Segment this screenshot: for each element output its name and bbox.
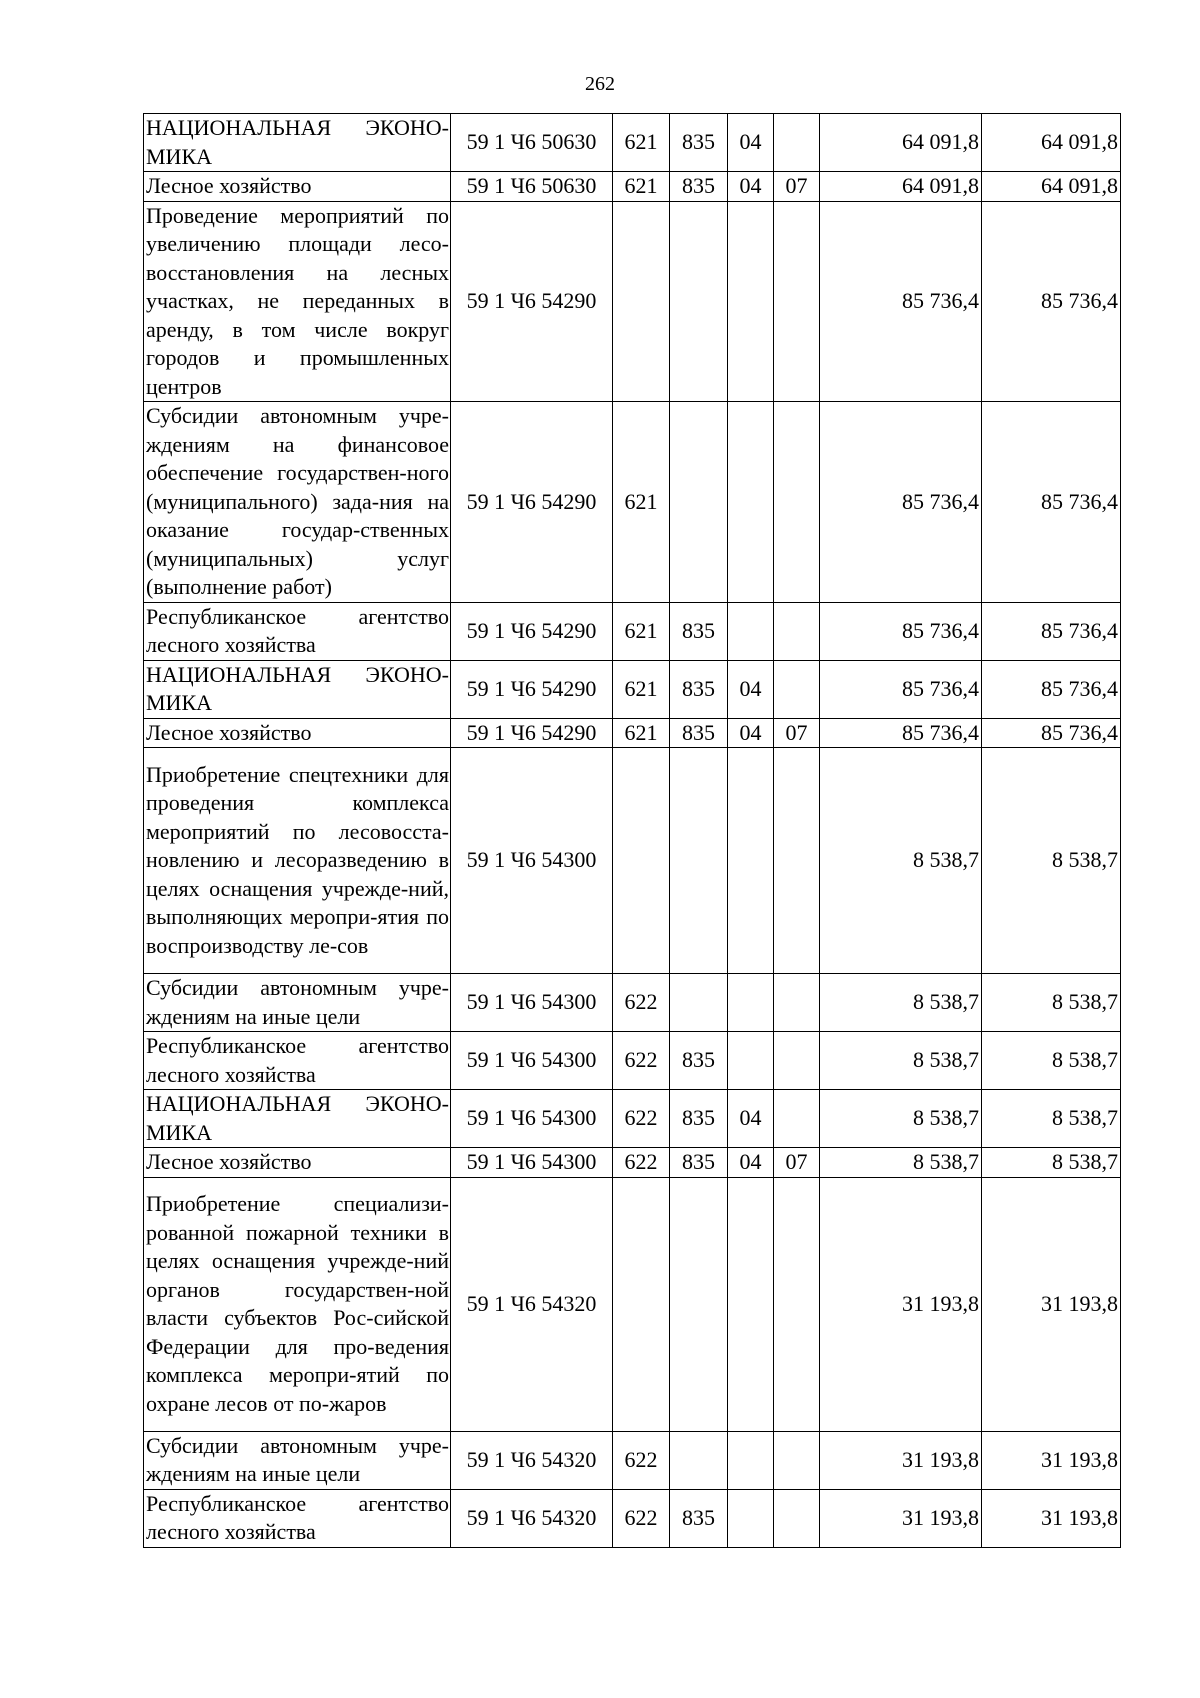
expense-type: 621 bbox=[613, 172, 670, 202]
expense-type: 622 bbox=[613, 1032, 670, 1090]
section-code: 04 bbox=[728, 718, 774, 748]
subsection-code bbox=[774, 1032, 820, 1090]
section-code bbox=[728, 974, 774, 1032]
subsection-code bbox=[774, 114, 820, 172]
expense-type bbox=[613, 201, 670, 402]
page-number: 262 bbox=[585, 73, 615, 95]
amount-year-2: 31 193,8 bbox=[982, 1177, 1121, 1431]
target-article-code: 59 1 Ч6 54300 bbox=[451, 974, 613, 1032]
ministry-code bbox=[670, 974, 728, 1032]
ministry-code: 835 bbox=[670, 1032, 728, 1090]
amount-year-2: 8 538,7 bbox=[982, 1032, 1121, 1090]
row-description: Субсидии автономным учре-ждениям на иные цели bbox=[144, 974, 451, 1032]
ministry-code: 835 bbox=[670, 718, 728, 748]
ministry-code: 835 bbox=[670, 114, 728, 172]
row-description: Республиканское агентство лесного хозяйства bbox=[144, 602, 451, 660]
amount-year-1: 8 538,7 bbox=[820, 1090, 982, 1148]
amount-year-1: 8 538,7 bbox=[820, 1032, 982, 1090]
amount-year-2: 8 538,7 bbox=[982, 748, 1121, 974]
row-description: Лесное хозяйство bbox=[144, 1148, 451, 1178]
table-row bbox=[144, 1032, 1121, 1090]
amount-year-1: 64 091,8 bbox=[820, 172, 982, 202]
table-row bbox=[144, 974, 1121, 1032]
table-row bbox=[144, 201, 1121, 402]
target-article-code: 59 1 Ч6 54320 bbox=[451, 1431, 613, 1489]
table-row bbox=[144, 748, 1121, 974]
target-article-code: 59 1 Ч6 54300 bbox=[451, 1090, 613, 1148]
table-row bbox=[144, 1489, 1121, 1547]
section-code bbox=[728, 1177, 774, 1431]
amount-year-2: 85 736,4 bbox=[982, 602, 1121, 660]
expense-type: 622 bbox=[613, 974, 670, 1032]
subsection-code bbox=[774, 602, 820, 660]
target-article-code: 59 1 Ч6 54290 bbox=[451, 402, 613, 603]
amount-year-1: 85 736,4 bbox=[820, 718, 982, 748]
subsection-code: 07 bbox=[774, 1148, 820, 1178]
subsection-code: 07 bbox=[774, 718, 820, 748]
amount-year-1: 31 193,8 bbox=[820, 1177, 982, 1431]
expense-type: 622 bbox=[613, 1489, 670, 1547]
ministry-code: 835 bbox=[670, 602, 728, 660]
budget-table bbox=[143, 113, 1121, 1548]
target-article-code: 59 1 Ч6 54290 bbox=[451, 718, 613, 748]
amount-year-2: 8 538,7 bbox=[982, 1148, 1121, 1178]
amount-year-2: 8 538,7 bbox=[982, 1090, 1121, 1148]
section-code: 04 bbox=[728, 1090, 774, 1148]
table-row bbox=[144, 718, 1121, 748]
expense-type: 621 bbox=[613, 718, 670, 748]
row-description: Субсидии автономным учре-ждениям на финансовое обеспечение государствен-ного (муниципального) зада-ния на оказание государ-ственных (муниципальных) услуг (выполнение работ) bbox=[144, 402, 451, 603]
ministry-code: 835 bbox=[670, 1148, 728, 1178]
target-article-code: 59 1 Ч6 54300 bbox=[451, 1148, 613, 1178]
amount-year-2: 85 736,4 bbox=[982, 402, 1121, 603]
target-article-code: 59 1 Ч6 54290 bbox=[451, 201, 613, 402]
row-description: Приобретение спецтехники для проведения комплекса мероприятий по лесовосста-новлению и лесоразведению в целях оснащения учрежде-ний, выполняющих меропри-ятия по воспроизводству ле-сов bbox=[144, 748, 451, 974]
amount-year-1: 85 736,4 bbox=[820, 602, 982, 660]
target-article-code: 59 1 Ч6 54290 bbox=[451, 660, 613, 718]
row-description: Проведение мероприятий по увеличению площади лесо-восстановления на лесных участках, не переданных в аренду, в том числе вокруг городов и промышленных центров bbox=[144, 201, 451, 402]
target-article-code: 59 1 Ч6 54320 bbox=[451, 1489, 613, 1547]
section-code bbox=[728, 1032, 774, 1090]
subsection-code bbox=[774, 1177, 820, 1431]
subsection-code bbox=[774, 201, 820, 402]
ministry-code bbox=[670, 1431, 728, 1489]
ministry-code: 835 bbox=[670, 660, 728, 718]
subsection-code bbox=[774, 1489, 820, 1547]
amount-year-1: 8 538,7 bbox=[820, 748, 982, 974]
table-row bbox=[144, 660, 1121, 718]
subsection-code bbox=[774, 1090, 820, 1148]
amount-year-1: 85 736,4 bbox=[820, 660, 982, 718]
table-row bbox=[144, 402, 1121, 603]
subsection-code bbox=[774, 1431, 820, 1489]
amount-year-1: 64 091,8 bbox=[820, 114, 982, 172]
amount-year-1: 85 736,4 bbox=[820, 402, 982, 603]
expense-type: 621 bbox=[613, 660, 670, 718]
expense-type: 621 bbox=[613, 114, 670, 172]
ministry-code bbox=[670, 402, 728, 603]
section-code: 04 bbox=[728, 660, 774, 718]
subsection-code bbox=[774, 660, 820, 718]
expense-type: 622 bbox=[613, 1090, 670, 1148]
expense-type: 622 bbox=[613, 1148, 670, 1178]
row-description: Приобретение специализи-рованной пожарной техники в целях оснащения учрежде-ний органов государствен-ной власти субъектов Рос-сийской Федерации для про-ведения комплекса меропри-ятий по охране лесов от по-жаров bbox=[144, 1177, 451, 1431]
target-article-code: 59 1 Ч6 54290 bbox=[451, 602, 613, 660]
table-row bbox=[144, 114, 1121, 172]
amount-year-1: 85 736,4 bbox=[820, 201, 982, 402]
amount-year-2: 64 091,8 bbox=[982, 172, 1121, 202]
ministry-code: 835 bbox=[670, 1489, 728, 1547]
row-description: Лесное хозяйство bbox=[144, 172, 451, 202]
table-row bbox=[144, 1431, 1121, 1489]
table-row bbox=[144, 172, 1121, 202]
row-description: Субсидии автономным учре-ждениям на иные цели bbox=[144, 1431, 451, 1489]
amount-year-2: 31 193,8 bbox=[982, 1489, 1121, 1547]
expense-type: 622 bbox=[613, 1431, 670, 1489]
amount-year-2: 85 736,4 bbox=[982, 660, 1121, 718]
amount-year-1: 31 193,8 bbox=[820, 1431, 982, 1489]
section-code bbox=[728, 402, 774, 603]
subsection-code bbox=[774, 402, 820, 603]
amount-year-1: 8 538,7 bbox=[820, 974, 982, 1032]
section-code bbox=[728, 201, 774, 402]
section-code bbox=[728, 1431, 774, 1489]
row-description: Республиканское агентство лесного хозяйства bbox=[144, 1489, 451, 1547]
section-code bbox=[728, 748, 774, 974]
amount-year-2: 85 736,4 bbox=[982, 201, 1121, 402]
subsection-code bbox=[774, 748, 820, 974]
section-code: 04 bbox=[728, 172, 774, 202]
table-row bbox=[144, 1090, 1121, 1148]
expense-type bbox=[613, 748, 670, 974]
expense-type bbox=[613, 1177, 670, 1431]
ministry-code bbox=[670, 201, 728, 402]
target-article-code: 59 1 Ч6 50630 bbox=[451, 172, 613, 202]
ministry-code bbox=[670, 1177, 728, 1431]
table-row bbox=[144, 1148, 1121, 1178]
section-code bbox=[728, 1489, 774, 1547]
section-code bbox=[728, 602, 774, 660]
target-article-code: 59 1 Ч6 54300 bbox=[451, 748, 613, 974]
amount-year-2: 85 736,4 bbox=[982, 718, 1121, 748]
target-article-code: 59 1 Ч6 54320 bbox=[451, 1177, 613, 1431]
amount-year-2: 8 538,7 bbox=[982, 974, 1121, 1032]
row-description: Лесное хозяйство bbox=[144, 718, 451, 748]
amount-year-2: 31 193,8 bbox=[982, 1431, 1121, 1489]
row-description: Республиканское агентство лесного хозяйства bbox=[144, 1032, 451, 1090]
amount-year-1: 8 538,7 bbox=[820, 1148, 982, 1178]
section-code: 04 bbox=[728, 114, 774, 172]
ministry-code: 835 bbox=[670, 1090, 728, 1148]
target-article-code: 59 1 Ч6 54300 bbox=[451, 1032, 613, 1090]
ministry-code: 835 bbox=[670, 172, 728, 202]
expense-type: 621 bbox=[613, 402, 670, 603]
expense-type: 621 bbox=[613, 602, 670, 660]
subsection-code: 07 bbox=[774, 172, 820, 202]
ministry-code bbox=[670, 748, 728, 974]
target-article-code: 59 1 Ч6 50630 bbox=[451, 114, 613, 172]
amount-year-1: 31 193,8 bbox=[820, 1489, 982, 1547]
subsection-code bbox=[774, 974, 820, 1032]
row-description: НАЦИОНАЛЬНАЯ ЭКОНО-МИКА bbox=[144, 1090, 451, 1148]
row-description: НАЦИОНАЛЬНАЯ ЭКОНО-МИКА bbox=[144, 660, 451, 718]
table-row bbox=[144, 1177, 1121, 1431]
row-description: НАЦИОНАЛЬНАЯ ЭКОНО-МИКА bbox=[144, 114, 451, 172]
amount-year-2: 64 091,8 bbox=[982, 114, 1121, 172]
table-row bbox=[144, 602, 1121, 660]
section-code: 04 bbox=[728, 1148, 774, 1178]
